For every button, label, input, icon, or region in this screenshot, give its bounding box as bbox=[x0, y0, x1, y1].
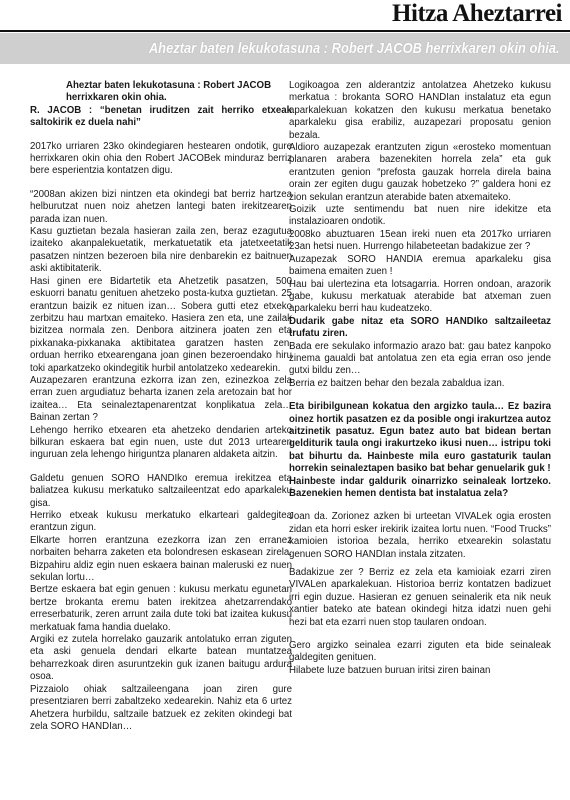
paragraph: Auzapezaren erantzuna ezkorra izan zen, ezinezkoa zela erran zuen argudiatuz beharta izanen zela aretozain bat hor izaitea… Eta seinaleztapenarentzat konplikatua zela… Bainan zertan ? bbox=[30, 374, 292, 424]
paragraph: “2008an akizen bizi nintzen eta okindegi bat berriz hartzea helburutzat nuen noiz ahetzen lantegi baten irekitzearen parada izan nuen. bbox=[30, 188, 292, 225]
paragraph: Joan da. Zorionez azken bi urteetan VIVALek ogia erosten zidan eta horri esker irekirik izaitea lortu nuen. “Food Trucks” kamioien istorioa bezala, herriko etxearekin solastatu genuen SORO HANDIan instala zitzaten. bbox=[289, 511, 551, 560]
paragraph: Galdetu genuen SORO HANDIko eremua irekitzea eta baliatzea kukusu merkatuko saltzaileentzat edo aparkaleku gisa. bbox=[30, 472, 292, 509]
paragraph: 2017ko urriaren 23ko okindegiaren hestearen ondotik, gure herrixkaren okin ohia den Robert JACOBek minduraz berriz bere esperientzia kontatzen digu. bbox=[30, 140, 292, 177]
article-left-column bbox=[30, 80, 292, 733]
paragraph: Berria ez baitzen behar den bezala zabaldua izan. bbox=[289, 377, 505, 389]
highlight-paragraph: Dudarik gabe nitaz eta SORO HANDIko saltzaileetaz trufatu ziren. bbox=[289, 315, 551, 340]
paragraph: Bada ere sekulako informazio arazo bat: gau batez kanpoko zinema gaualdi bat antolatua zen eta egia erran oso jende gutxi bildu zen… bbox=[289, 340, 551, 377]
paragraph: Goizik uzte sentimendu bat nuen nire idekitze eta instalazioaren ondotik. bbox=[289, 204, 551, 228]
paragraph: 2008ko abuztuaren 15ean ireki nuen eta 2017ko urriaren 23an hetsi nuen. Hurrengo hilabeteetan badakizue zer ? bbox=[289, 228, 551, 253]
paragraph: Hilabete luze batzuen buruan iritsi ziren bainan bbox=[289, 664, 491, 676]
paragraph: Pizzaiolo ohiak saltzaileengana joan ziren gure presentziaren berri zabaltzeko xedearekin. Nahiz eta 6 urtez Ahetzera hurbildu, saltzaile batzuek ez zekiten okindegi bat zela SORO HANDIan… bbox=[30, 683, 292, 732]
lead-quote: R. JACOB : “benetan iruditzen zait herriko etxeak saltokirik ez duela nahi” bbox=[30, 104, 292, 129]
paragraph: Auzapezak SORO HANDIA eremua aparkaleku gisa baimena emaiten zuen ! bbox=[289, 253, 551, 278]
paragraph: Kasu guztietan bezala hasieran zaila zen, beraz ezagutua izaiteko akanpalekuetatik, merkatuetatik eta jatetxeetatik pasatzen nintzen bezeroen bila nire denbarekin ez baitnuen aski aktibitaterik. bbox=[30, 226, 292, 275]
headline-banner bbox=[0, 33, 570, 64]
highlight-paragraph: Hainbeste indar galdurik oinarrizko seinaleak lortzeko. Bazenekien hemen dentista bat instalatua zela? bbox=[289, 475, 551, 499]
paragraph: Herriko etxeak kukusu merkatuko elkarteari galdegitea erantzun zigun. bbox=[30, 510, 292, 534]
highlight-paragraph: Eta biribilgunean kokatua den argizko taula… Ez bazira oinez hortik pasatzen ez da posible ongi irakurtzea autoz aitzinetik pasatuz. Egun batez auto bat bidean bertan gelditurik taula ongi irakurtzeko ikusi nuen… istripu toki bat bihurtu da. Hainbeste mila euro gastaturik taulan horrekin seinaleztapen basiko bat behar genuelarik guk ! bbox=[289, 401, 551, 475]
paragraph: Hau bai ulertezina eta lotsagarria. Horren ondoan, arazorik gabe, kukusu merkatuak aterabide bat atxeman zuen aparkaleku berri hau kudeatzeko. bbox=[289, 278, 551, 315]
paragraph: Hasi ginen ere Bidartetik eta Ahetzetik pasatzen, 500 eskuorri banatu genituen ahetzeko posta-kutxa guztietan. 25 erantzun baizik ez nituen izan… Sobera gutti etez etxeko zerbitzu hau martxan emaiteko. Hasiera zen eta, une zailak bizitzea normala zen. Denbora aitzinera joaten zen eta pixkanaka-pixkanaka aktibitatea garatzen hasten zen, orduan herriko etxearengana joan ginen bezeroendako hiru toki aparkatzeko okindegitik hurbil antolatzeko xedearekin. bbox=[30, 275, 292, 374]
paragraph: Aldioro auzapezak erantzuten zigun «erosteko momentuan planaren arabera bazenekiten horrela zela” eta guk erantzuten genion “prefosta gauzak horrela direla baina orain zer egiten dugu gauzak hobetzeko ?” galdera honi ez zion sekulan erantzun aterabide baten atxemaiteko. bbox=[289, 142, 551, 203]
paragraph: Argiki ez zutela horrelako gauzarik antolatuko erran ziguten eta aski genuela dendari elkarte batean muntatzea beharrezkoak diren asuruntzekin guk izanen baitugu ardura osoa. bbox=[30, 634, 292, 683]
headline-banner-text: Aheztar baten lekukotasuna : Robert JACOB herrixkaren okin ohia. bbox=[149, 40, 560, 57]
masthead-rule bbox=[0, 30, 570, 32]
lead-title: Aheztar baten lekukotasuna : Robert JACOB herrixkaren okin ohia. bbox=[66, 80, 272, 104]
paragraph: Lehengo herriko etxearen eta ahetzeko dendarien arteko bilkuran eskaera bat egin nuen, uste dut 2013 urtearen inguruan zela lehengo hiriguntza planaren aldaketa aitzin. bbox=[30, 424, 292, 461]
paragraph: Bertze eskaera bat egin genuen : kukusu merkatu egunetan bertze brokanta eremu baten irekitzea ahetzarrendako erreserbaturik, zeren arrunt zaila dute toki bat izaitea kukusu merkatuak fama handia duelako. bbox=[30, 584, 292, 633]
paragraph: Elkarte horren erantzuna ezezkorra izan zen erranez norbaiten beharra zaketen eta bolondresen eskasean zirela. Bizpahiru aldiz egin nuen eskaera bainan maleruski ez nuen sekulan lortu… bbox=[30, 534, 292, 584]
article-right-column bbox=[289, 80, 551, 677]
paragraph: Gero argizko seinalea ezarri ziguten eta bide seinaleak galdegiten genituen. bbox=[289, 640, 551, 664]
paragraph: Badakizue zer ? Berriz ez zela eta kamioiak ezarri ziren VIVALen aparkalekuan. Historioa berriz kontatzen badizuet irri egin duzue. Hasieran ez genuen seinalerik eta nik neuk xantier bateko ate batean okindegi hitza idatzi nuen gehi hezi bat eta ezarri nuen stop taularen ondoan. bbox=[289, 567, 551, 628]
masthead bbox=[0, 0, 570, 30]
section-title: Hitza Aheztarrei bbox=[392, 0, 562, 27]
paragraph: Logikoagoa zen alderantziz antolatzea Ahetzeko kukusu merkatua : brokanta SORO HANDIan instalatuz eta egun aparkalekuan kokatzen den kukusu merkatua benetako aparkaleku gisa erabiliz, auzapezari proposatu genion bezala. bbox=[289, 80, 551, 141]
